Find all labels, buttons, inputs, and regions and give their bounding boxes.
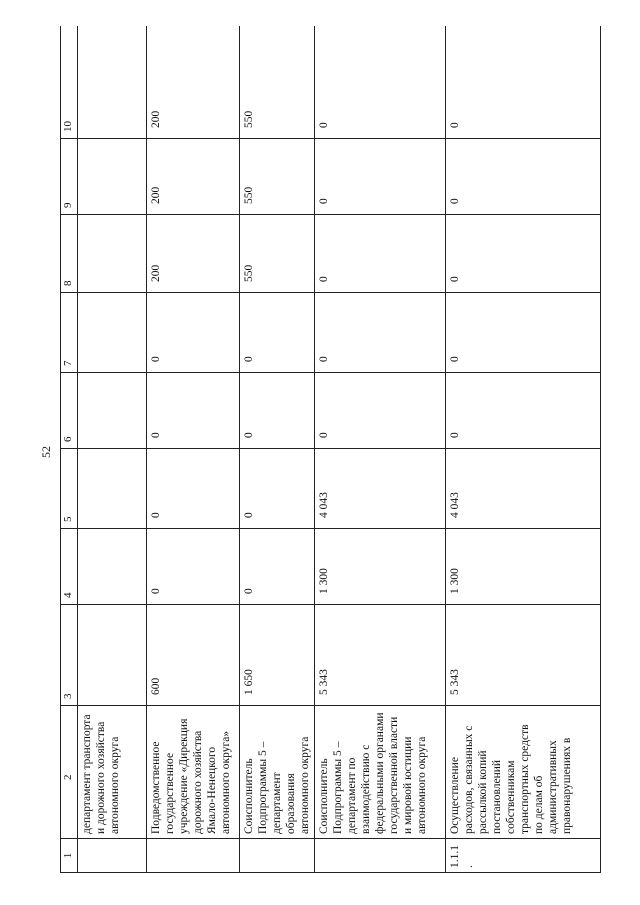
table-row xyxy=(147,26,240,873)
value-cell: 200 xyxy=(147,26,240,139)
table-wrapper xyxy=(60,26,601,873)
value-cell: 5 343 xyxy=(445,605,600,706)
column-header-3: 3 xyxy=(61,605,78,706)
row-number-cell xyxy=(78,839,147,873)
page-number: 52 xyxy=(39,446,53,458)
table-row xyxy=(240,26,315,873)
budget-table xyxy=(60,26,601,873)
value-cell: 550 xyxy=(240,215,315,293)
value-cell: 0 xyxy=(445,293,600,373)
value-cell: 4 043 xyxy=(315,449,445,529)
value-cell: 0 xyxy=(240,293,315,373)
value-cell xyxy=(78,139,147,215)
value-cell xyxy=(78,529,147,605)
description-cell: Соисполнитель Подпрограммы 5 – департамент по взаимодействию с федеральными органами государственной власти и мировой юстиции автономного округа xyxy=(315,706,445,839)
value-cell: 0 xyxy=(147,449,240,529)
value-cell xyxy=(78,449,147,529)
value-cell: 4 043 xyxy=(445,449,600,529)
value-cell xyxy=(78,215,147,293)
row-number-cell xyxy=(147,839,240,873)
value-cell: 0 xyxy=(147,373,240,449)
value-cell: 1 300 xyxy=(315,529,445,605)
value-cell xyxy=(78,373,147,449)
value-cell: 0 xyxy=(315,215,445,293)
value-cell: 0 xyxy=(315,26,445,139)
table-row xyxy=(78,26,147,873)
value-cell: 0 xyxy=(240,373,315,449)
value-cell: 0 xyxy=(315,293,445,373)
column-header-5: 5 xyxy=(61,449,78,529)
table-row xyxy=(445,26,600,873)
value-cell: 0 xyxy=(445,215,600,293)
value-cell: 0 xyxy=(240,449,315,529)
value-cell: 0 xyxy=(445,373,600,449)
value-cell: 0 xyxy=(315,139,445,215)
value-cell xyxy=(78,26,147,139)
row-number-cell: 1.1.1. xyxy=(445,839,600,873)
value-cell: 0 xyxy=(240,529,315,605)
value-cell: 600 xyxy=(147,605,240,706)
value-cell: 550 xyxy=(240,26,315,139)
value-cell: 1 650 xyxy=(240,605,315,706)
description-cell: Осуществление расходов, связанных с рассылкой копий постановлений собственникам транспортных средств по делам об административных правонарушениях в xyxy=(445,706,600,839)
header-row xyxy=(61,26,78,873)
value-cell: 550 xyxy=(240,139,315,215)
value-cell: 1 300 xyxy=(445,529,600,605)
column-header-1: 1 xyxy=(61,839,78,873)
value-cell: 200 xyxy=(147,139,240,215)
value-cell xyxy=(78,293,147,373)
column-header-7: 7 xyxy=(61,293,78,373)
row-number-cell xyxy=(240,839,315,873)
value-cell: 0 xyxy=(445,26,600,139)
column-header-4: 4 xyxy=(61,529,78,605)
description-cell: департамент транспорта и дорожного хозяйства автономного округа xyxy=(78,706,147,839)
row-number-cell xyxy=(315,839,445,873)
column-header-9: 9 xyxy=(61,139,78,215)
value-cell: 200 xyxy=(147,215,240,293)
value-cell: 0 xyxy=(147,293,240,373)
value-cell: 5 343 xyxy=(315,605,445,706)
rotated-page xyxy=(60,26,601,873)
column-header-10: 10 xyxy=(61,26,78,139)
column-header-6: 6 xyxy=(61,373,78,449)
value-cell: 0 xyxy=(315,373,445,449)
column-header-2: 2 xyxy=(61,706,78,839)
value-cell xyxy=(78,605,147,706)
table-row xyxy=(315,26,445,873)
description-cell: Соисполнитель Подпрограммы 5 – департамент образования автономного округа xyxy=(240,706,315,839)
value-cell: 0 xyxy=(147,529,240,605)
column-header-8: 8 xyxy=(61,215,78,293)
value-cell: 0 xyxy=(445,139,600,215)
description-cell: Подведомственное государственное учреждение «Дирекция дорожного хозяйства Ямало-Ненецкого автономного округа» xyxy=(147,706,240,839)
